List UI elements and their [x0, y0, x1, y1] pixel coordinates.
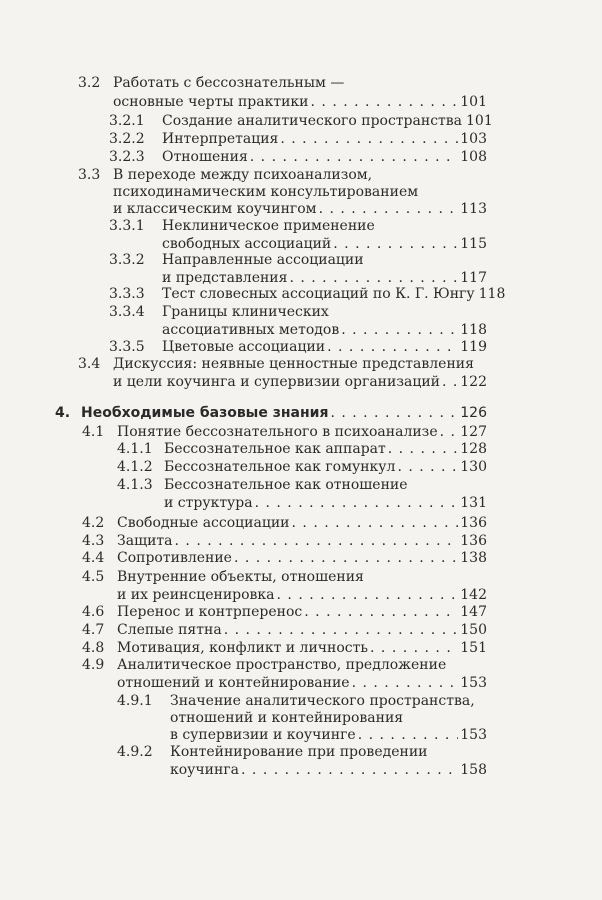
toc-leader-line — [113, 374, 487, 391]
toc-leader-line — [117, 424, 487, 441]
section-title-line: Внутренние объекты, отношения — [117, 569, 364, 585]
section-title-line: ассоциативных методов — [162, 322, 340, 338]
page-number: 101 — [466, 113, 493, 129]
section-title-line: Отношения — [162, 149, 248, 165]
dot-leader — [224, 622, 459, 639]
dot-leader — [370, 640, 458, 657]
dot-leader — [440, 424, 459, 441]
page-number: 151 — [460, 640, 487, 656]
toc-leader-line — [162, 131, 487, 148]
chapter-title: Необходимые базовые знания — [81, 405, 329, 421]
section-number: 3.3.5 — [109, 339, 145, 355]
section-title-line: Значение аналитического пространства, — [170, 693, 475, 709]
section-title-line: свободных ассоциаций — [162, 236, 332, 252]
page-number: 113 — [460, 201, 487, 217]
dot-leader — [292, 515, 459, 532]
toc-leader-line — [117, 604, 487, 621]
section-number: 3.3.3 — [109, 286, 145, 302]
dot-leader — [311, 94, 459, 111]
toc-leader-line — [113, 94, 487, 111]
section-number: 3.2.1 — [109, 113, 145, 129]
dot-leader — [341, 322, 458, 339]
dot-leader — [234, 550, 458, 567]
section-number: 4.5 — [82, 569, 105, 585]
page-number: 153 — [460, 675, 487, 691]
toc-leader-line — [117, 640, 487, 657]
page-number: 128 — [460, 441, 487, 457]
section-number: 4.7 — [82, 622, 105, 638]
section-number: 4.8 — [82, 640, 105, 656]
dot-leader — [175, 533, 459, 550]
section-title-line: коучинга — [170, 762, 240, 778]
toc-leader-line — [170, 727, 487, 744]
toc-leader-line — [113, 201, 487, 218]
section-title-line: Свободные ассоциации — [117, 515, 290, 531]
section-title-line: в супервизии и коучинге — [170, 727, 356, 743]
dot-leader — [319, 201, 459, 218]
toc-leader-line — [162, 236, 487, 253]
page-number: 136 — [460, 515, 487, 531]
section-number: 4.9.2 — [117, 744, 153, 760]
section-number: 3.2.3 — [109, 149, 145, 165]
toc-leader-line — [164, 495, 487, 512]
section-number: 4.4 — [82, 550, 105, 566]
page-number: 142 — [460, 587, 487, 603]
page-number: 117 — [460, 270, 487, 286]
section-title-line: и классическим коучингом — [113, 201, 317, 217]
page-number: 108 — [460, 149, 487, 165]
toc-leader-line — [117, 622, 487, 639]
section-title-line: и представления — [162, 270, 288, 286]
section-title-line: Понятие бессознательного в психоанализе — [117, 424, 438, 440]
dot-leader — [280, 131, 458, 148]
section-number: 4.6 — [82, 604, 105, 620]
page-number: 153 — [460, 727, 487, 743]
toc-leader-line — [162, 286, 506, 303]
section-title-line: Сопротивление — [117, 550, 232, 566]
page-number: 115 — [460, 236, 487, 252]
section-title-line: Границы клинических — [162, 304, 329, 320]
section-number: 3.4 — [78, 356, 101, 372]
toc-leader-line — [162, 270, 487, 287]
section-number: 4.1.1 — [117, 441, 153, 457]
dot-leader — [289, 270, 458, 287]
section-number: 3.3.2 — [109, 252, 145, 268]
section-title-line: В переходе между психоанализом, — [113, 167, 373, 183]
dot-leader — [304, 604, 458, 621]
toc-leader-line — [162, 149, 487, 166]
toc-leader-line — [164, 459, 487, 476]
section-title-line: Цветовые ассоциации — [162, 339, 326, 355]
page-number: 127 — [460, 424, 487, 440]
section-title-line: Работать с бессознательным — — [113, 75, 345, 91]
toc-leader-line — [117, 533, 487, 550]
section-title-line: Неклиническое применение — [162, 218, 375, 234]
section-title-line: и цели коучинга и супервизии организаций — [113, 374, 440, 390]
section-title-line: Интерпретация — [162, 131, 279, 147]
toc-leader-line — [81, 405, 487, 422]
section-title-line: Слепые пятна — [117, 622, 222, 638]
toc-leader-line — [170, 762, 487, 779]
dot-leader — [250, 149, 458, 166]
page-number: 118 — [460, 322, 487, 338]
page-number: 158 — [460, 762, 487, 778]
section-title-line: и структура — [164, 495, 253, 511]
dot-leader — [388, 441, 459, 458]
section-title-line: Дискуссия: неявные ценностные представления — [113, 356, 474, 372]
toc-leader-line — [164, 441, 487, 458]
toc-leader-line — [117, 675, 487, 692]
page-number: 150 — [460, 622, 487, 638]
page-number: 138 — [460, 550, 487, 566]
dot-leader — [352, 675, 459, 692]
page-number: 103 — [460, 131, 487, 147]
section-title-line: Контейнирование при проведении — [170, 744, 428, 760]
section-title-line: отношений и контейнирование — [117, 675, 350, 691]
section-title-line: Создание аналитического пространства — [162, 113, 463, 129]
section-title-line: Аналитическое пространство, предложение — [117, 657, 447, 673]
dot-leader — [397, 459, 458, 476]
section-title-line: психодинамическим консультированием — [113, 184, 419, 200]
dot-leader — [358, 727, 459, 744]
toc-leader-line — [162, 322, 487, 339]
section-title-line: и их реинсценировка — [117, 587, 275, 603]
section-number: 3.3.1 — [109, 218, 145, 234]
section-title-line: Перенос и контрперенос — [117, 604, 303, 620]
page-number: 136 — [460, 533, 487, 549]
page-number: 130 — [460, 459, 487, 475]
page-number: 118 — [478, 286, 506, 302]
toc-leader-line — [162, 339, 487, 356]
page-number: 126 — [460, 405, 487, 421]
page-number: 119 — [460, 339, 487, 355]
section-title-line: отношений и контейнирования — [170, 710, 404, 726]
section-title-line: Бессознательное как аппарат — [164, 441, 386, 457]
dot-leader — [327, 339, 458, 356]
section-title-line: Бессознательное как гомункул — [164, 459, 396, 475]
section-title-line: Направленные ассоциации — [162, 252, 364, 268]
section-title-line: основные черты практики — [113, 94, 309, 110]
section-number: 4.1 — [82, 424, 105, 440]
page-number: 101 — [460, 94, 487, 110]
dot-leader — [277, 587, 459, 604]
section-number: 4.1.3 — [117, 477, 153, 493]
section-number: 4.1.2 — [117, 459, 153, 475]
section-number: 4.3 — [82, 533, 105, 549]
section-number: 3.2.2 — [109, 131, 145, 147]
toc-leader-line — [117, 515, 487, 532]
page-number: 147 — [460, 604, 487, 620]
dot-leader — [330, 405, 458, 422]
dot-leader — [241, 762, 458, 779]
page-number: 122 — [460, 374, 487, 390]
toc-leader-line — [117, 587, 487, 604]
section-number: 3.3.4 — [109, 304, 145, 320]
section-number: 4.9 — [82, 657, 105, 673]
section-title-line: Защита — [117, 533, 173, 549]
section-number: 4.9.1 — [117, 693, 153, 709]
toc-leader-line — [117, 550, 487, 567]
section-number: 4.2 — [82, 515, 105, 531]
toc-leader-line — [162, 113, 493, 130]
dot-leader — [333, 236, 458, 253]
section-number: 3.2 — [78, 75, 101, 91]
section-title-line: Мотивация, конфликт и личность — [117, 640, 369, 656]
dot-leader — [255, 495, 459, 512]
chapter-number: 4. — [55, 405, 71, 421]
section-number: 3.3 — [78, 167, 101, 183]
page-number: 131 — [460, 495, 487, 511]
section-title-line: Тест словесных ассоциаций по К. Г. Юнгу — [162, 286, 475, 302]
dot-leader — [442, 374, 458, 391]
section-title-line: Бессознательное как отношение — [164, 477, 408, 493]
